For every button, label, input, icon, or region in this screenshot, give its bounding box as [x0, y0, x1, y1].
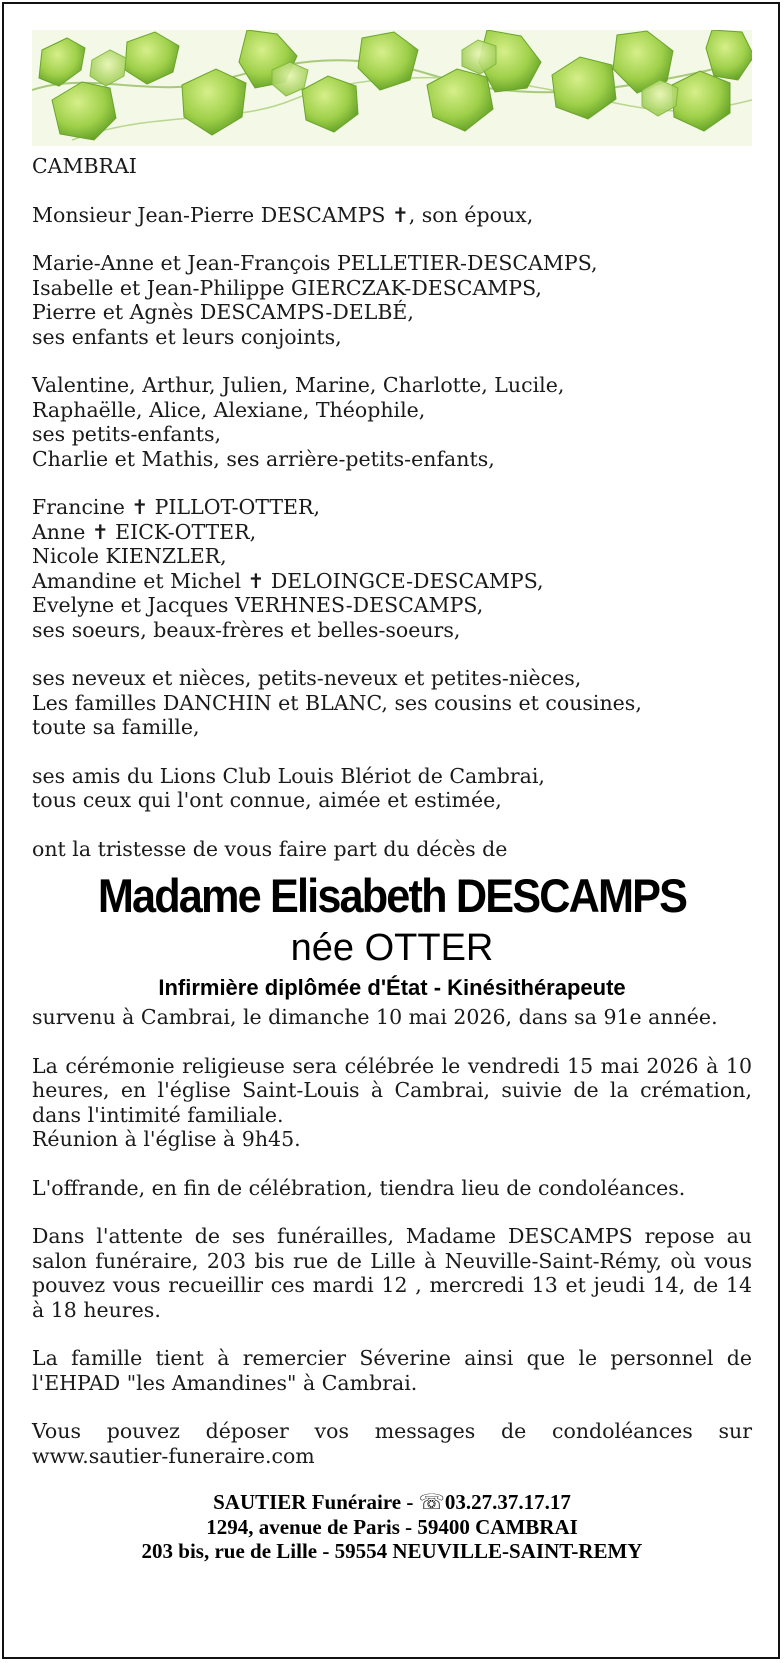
children-line: Isabelle et Jean-Philippe GIERCZAK-DESCAMPS,: [32, 275, 542, 300]
vine-leaves-image: [32, 30, 752, 146]
phone-icon: ☏: [418, 1490, 445, 1514]
sibling-line: [32, 495, 752, 520]
sibling-surname: DELOINGCE-DESCAMPS,: [264, 568, 544, 593]
visitation-details: Dans l'attente de ses funérailles, Madame DESCAMPS repose au salon funéraire, 203 bis rue de Lille à Neuville-Saint-Rémy, où vous pouvez vous recueillir ces mardi 12 , mercredi 13 et jeudi 14, de 14 à 18 heures.: [32, 1224, 752, 1322]
grandchildren-line: ses petits-enfants,: [32, 422, 222, 446]
funeral-home-phone[interactable]: 03.27.37.17.17: [444, 1490, 571, 1514]
sibling-first-name: Francine: [32, 495, 132, 519]
profession: Infirmière diplômée d'État - Kinésithérapeute: [158, 975, 626, 1000]
husband-line: [32, 203, 752, 228]
condolences-note: Vous pouvez déposer vos messages de condoléances sur: [32, 1419, 752, 1443]
death-details: survenu à Cambrai, le dimanche 10 mai 2026, dans sa 91e année.: [32, 1005, 718, 1029]
sibling-first-name: Amandine et Michel: [32, 568, 248, 593]
sibling-line: [32, 520, 752, 545]
vine-leaves-banner: [32, 30, 752, 146]
sibling-first-name: Anne: [32, 519, 92, 544]
ceremony-details: La cérémonie religieuse sera célébrée le vendredi 15 mai 2026 à 10 heures, en l'église Saint-Louis à Cambrai, suivie de la crémation, dans l'intimité familiale.: [32, 1053, 752, 1127]
thanks-note: La famille tient à remercier Séverine ainsi que le personnel de l'EHPAD "les Amandines" à Cambrai.: [32, 1346, 752, 1395]
extended-family-line: toute sa famille,: [32, 715, 200, 739]
funeral-home-address: 203 bis, rue de Lille - 59554 NEUVILLE-SAINT-REMY: [141, 1539, 643, 1563]
funeral-home-contact: [32, 1490, 752, 1515]
grandchildren-line: Valentine, Arthur, Julien, Marine, Charlotte, Lucile,: [32, 373, 565, 397]
offering-note: L'offrande, en fin de célébration, tiendra lieu de condoléances.: [32, 1175, 686, 1200]
meeting-time: Réunion à l'église à 9h45.: [32, 1127, 301, 1151]
friends-line: ses amis du Lions Club Louis Blériot de Cambrai,: [32, 763, 545, 788]
husband-name: Monsieur Jean-Pierre DESCAMPS: [32, 202, 392, 227]
children-line: Pierre et Agnès DESCAMPS-DELBÉ,: [32, 300, 414, 324]
condolences-website[interactable]: www.sautier-funeraire.com: [32, 1443, 315, 1468]
grandchildren-line: Charlie et Mathis, ses arrière-petits-enfants,: [32, 446, 495, 471]
sibling-line: Evelyne et Jacques VERHNES-DESCAMPS,: [32, 593, 484, 617]
cross-icon: ✝: [131, 495, 149, 519]
deceased-name: Madame Elisabeth DESCAMPS: [97, 869, 687, 922]
siblings-summary: ses soeurs, beaux-frères et belles-soeurs,: [32, 617, 461, 642]
sibling-surname: PILLOT-OTTER,: [148, 495, 320, 519]
husband-relation: , son époux,: [408, 202, 534, 227]
sibling-line: [32, 569, 752, 594]
friends-line: tous ceux qui l'ont connue, aimée et estimée,: [32, 788, 502, 812]
extended-family-line: Les familles DANCHIN et BLANC, ses cousins et cousines,: [32, 690, 642, 715]
city-heading: CAMBRAI: [32, 154, 137, 178]
sibling-line: Nicole KIENZLER,: [32, 544, 227, 568]
sibling-surname: EICK-OTTER,: [108, 519, 257, 544]
funeral-home-footer: [32, 1490, 752, 1564]
extended-family-line: ses neveux et nièces, petits-neveux et petites-nièces,: [32, 666, 582, 690]
grandchildren-line: Raphaëlle, Alice, Alexiane, Théophile,: [32, 397, 426, 422]
announcement-line: ont la tristesse de vous faire part du décès de: [32, 836, 508, 861]
maiden-name: née OTTER: [290, 927, 494, 969]
cross-icon: ✝: [91, 519, 109, 544]
funeral-home-address: 1294, avenue de Paris - 59400 CAMBRAI: [206, 1514, 578, 1539]
cross-icon: ✝: [247, 568, 265, 593]
funeral-home-name: SAUTIER Funéraire -: [213, 1490, 419, 1514]
children-line: ses enfants et leurs conjoints,: [32, 324, 342, 349]
obituary-content: [32, 154, 752, 1564]
children-line: Marie-Anne et Jean-François PELLETIER-DESCAMPS,: [32, 251, 598, 275]
cross-icon: ✝: [391, 202, 409, 227]
